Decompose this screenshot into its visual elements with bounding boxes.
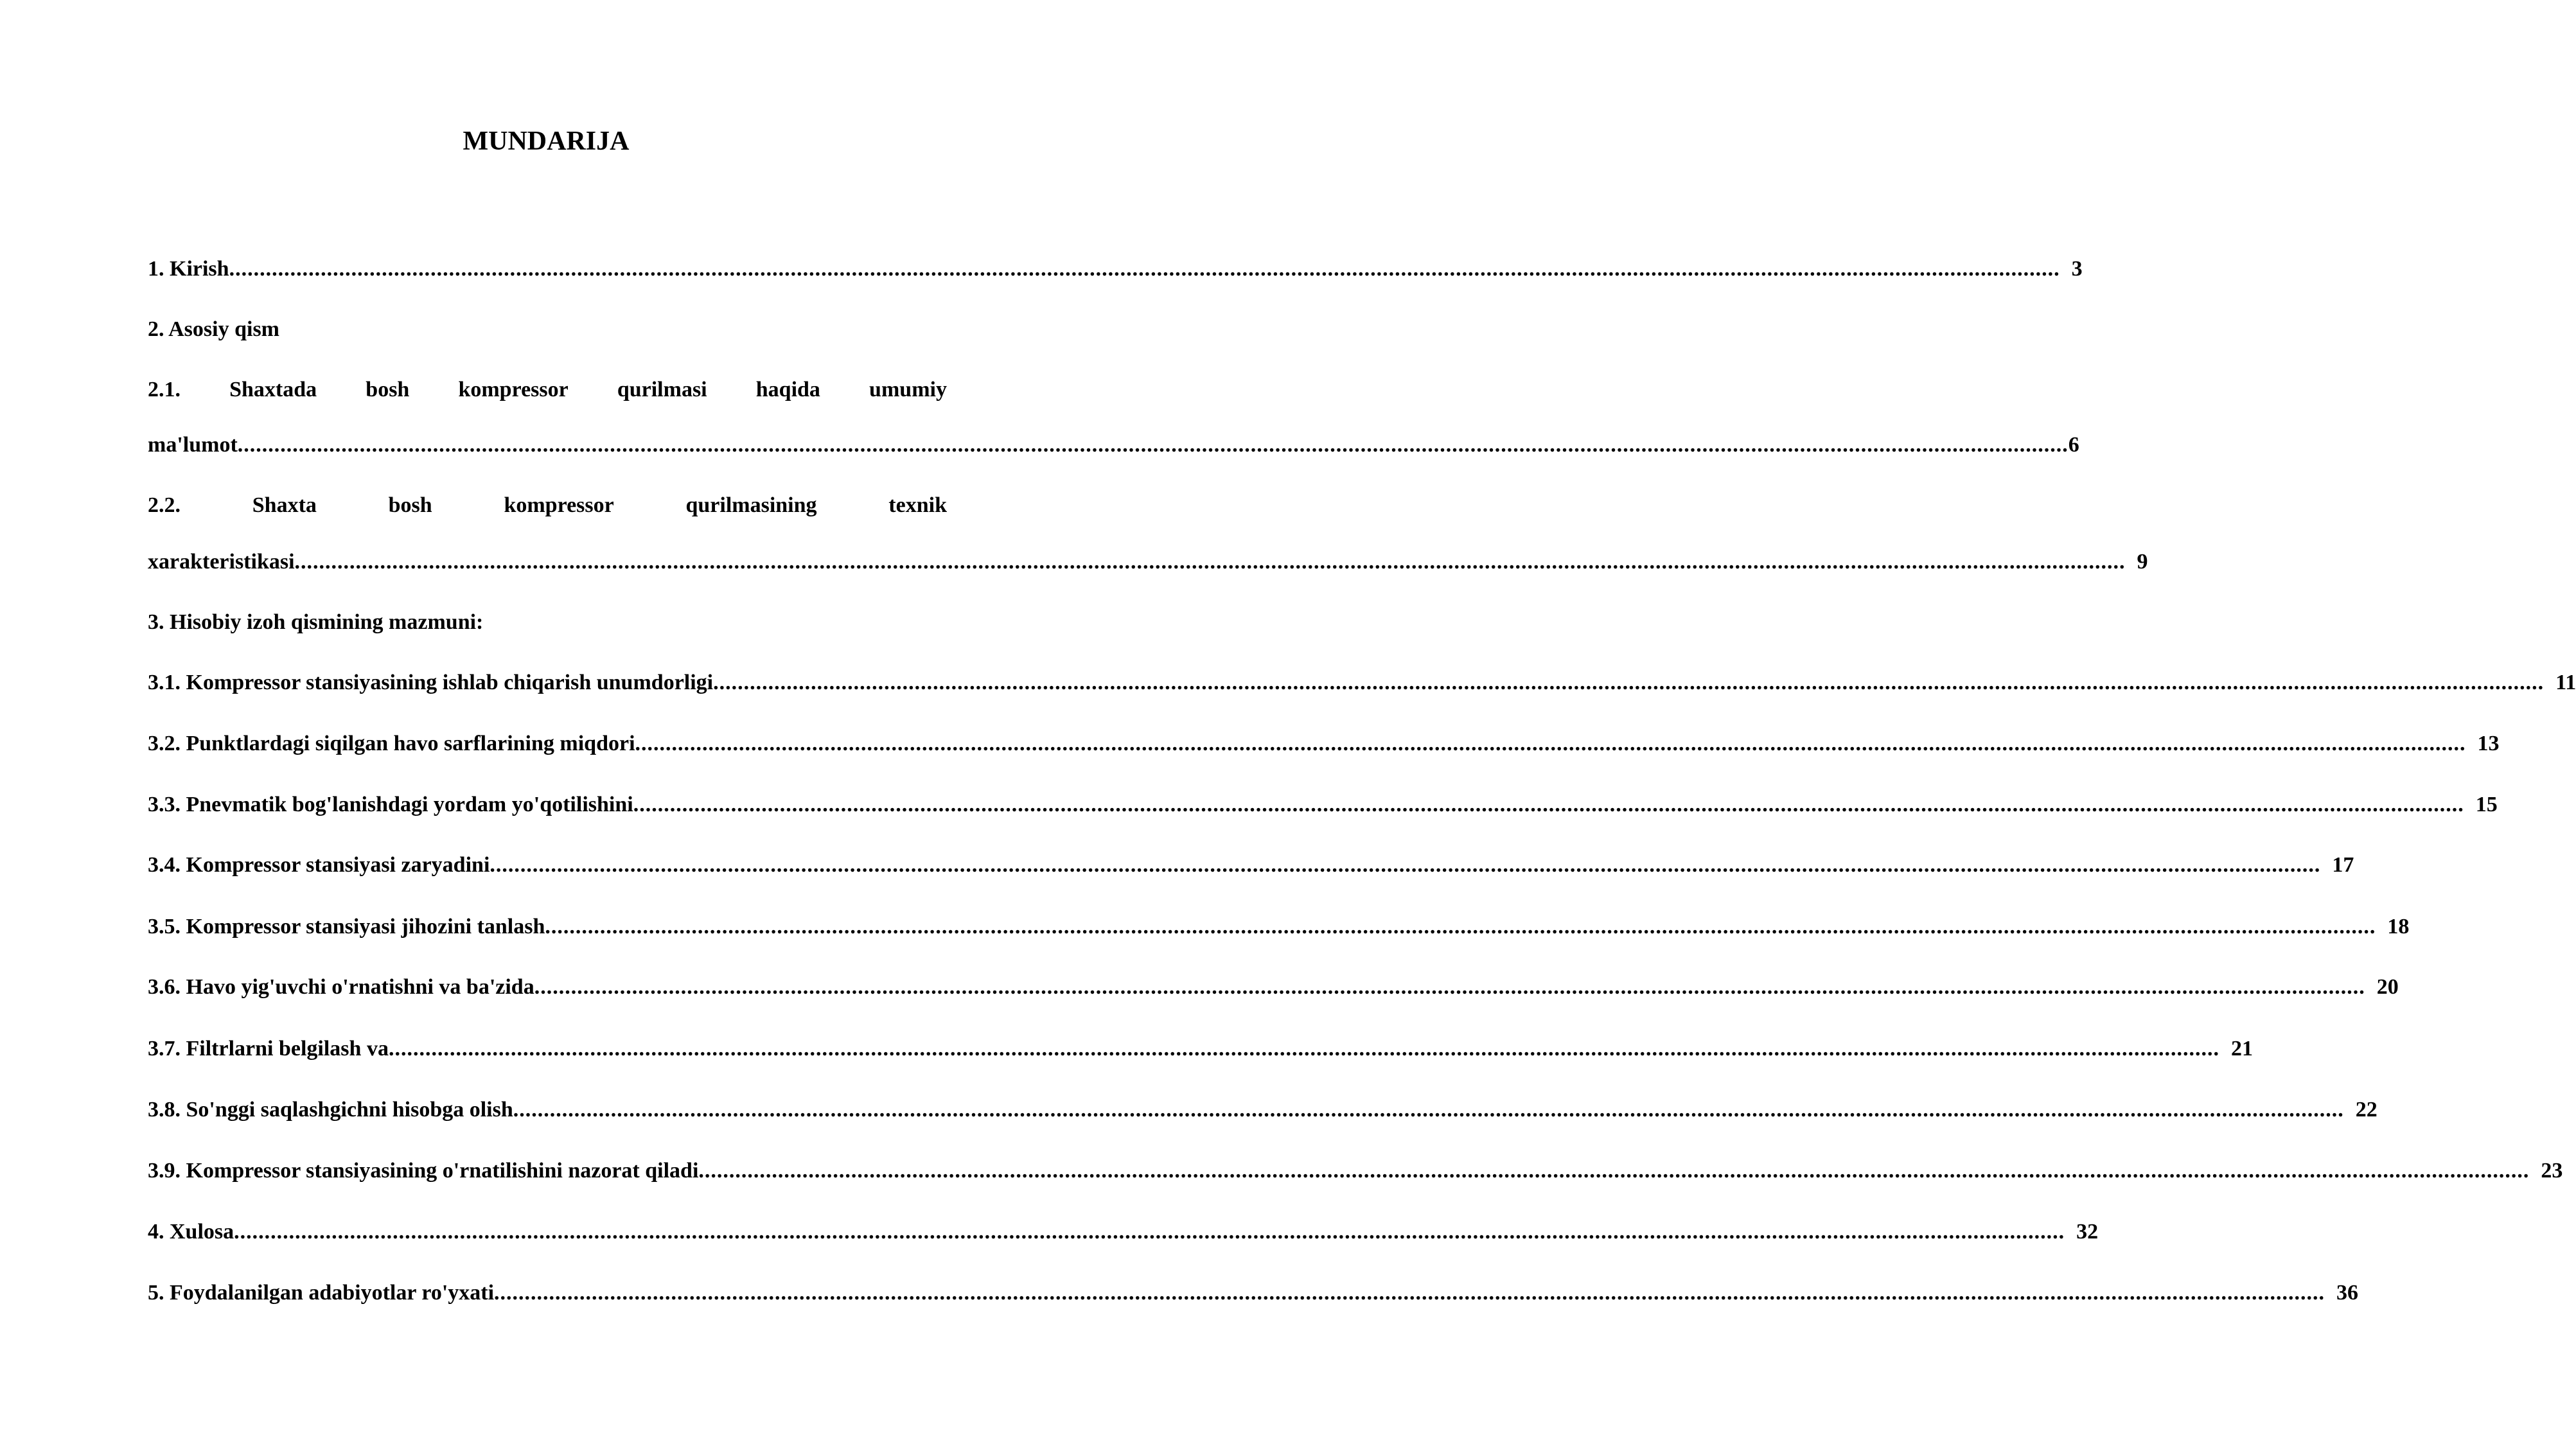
- dot-leader: ............................................................................................................................................................................................................................................................................................................: [229, 257, 2060, 281]
- toc-entry-label: 3.7. Filtrlarni belgilash va: [148, 1037, 389, 1061]
- toc-page-number: 36: [2336, 1281, 2359, 1305]
- page-title: MUNDARIJA: [463, 127, 630, 156]
- toc-page-number: 13: [2477, 732, 2500, 755]
- toc-entry-label: 3.8. So'nggi saqlashgichni hisobga olish: [148, 1098, 513, 1122]
- toc-word: qurilmasining: [685, 493, 817, 517]
- toc-word: 2.2.: [148, 493, 181, 517]
- dot-leader: ............................................................................................................................................................................................................................................................................................................: [633, 793, 2464, 816]
- toc-page-number: 20: [2376, 975, 2399, 999]
- toc-entry-2-2-line1: [148, 489, 947, 522]
- toc-page-number: 9: [2137, 550, 2148, 574]
- toc-entry-label: 2. Asosiy qism: [148, 317, 279, 341]
- toc-entry-3-4: [148, 849, 2354, 881]
- toc-word: qurilmasi: [617, 378, 707, 401]
- dot-leader: ............................................................................................................................................................................................................................................................................................................: [698, 1159, 2530, 1183]
- toc-page-number: 15: [2475, 793, 2498, 816]
- toc-page-number: 32: [2076, 1220, 2099, 1244]
- toc-entry-3-5: [148, 911, 2410, 943]
- toc-page-number: 23: [2541, 1159, 2563, 1183]
- toc-entry-3-6: [148, 971, 2399, 1003]
- toc-entry-label: 3.1. Kompressor stansiyasining ishlab chiqarish unumdorligi: [148, 671, 714, 694]
- toc-entry-kirish: [148, 253, 2083, 285]
- toc-entry-label: 3.3. Pnevmatik bog'lanishdagi yordam yo'qotilishini: [148, 793, 633, 816]
- toc-word: bosh: [366, 378, 410, 401]
- toc-entry-3-3: [148, 789, 2498, 821]
- toc-word: Shaxtada: [229, 378, 317, 401]
- toc-word: bosh: [388, 493, 432, 517]
- toc-entry-3-9: [148, 1155, 2563, 1187]
- toc-entry-label: 3.2. Punktlardagi siqilgan havo sarflarining miqdori: [148, 732, 635, 755]
- toc-entry-3-2: [148, 728, 2500, 760]
- toc-page-number: 6: [2068, 433, 2079, 457]
- toc-entry-2-2-line2: [148, 546, 2148, 578]
- toc-page-number: 17: [2332, 853, 2354, 877]
- dot-leader: ............................................................................................................................................................................................................................................................................................................: [388, 1037, 2219, 1061]
- dot-leader: ............................................................................................................................................................................................................................................................................................................: [534, 975, 2365, 999]
- toc-entry-xulosa: [148, 1216, 2099, 1248]
- toc-entry-hisobiy: [148, 606, 483, 638]
- toc-entry-3-1: [148, 667, 2576, 699]
- toc-entry-label: 5. Foydalanilgan adabiyotlar ro'yxati: [148, 1281, 495, 1305]
- toc-word: haqida: [755, 378, 820, 401]
- dot-leader: ............................................................................................................................................................................................................................................................................................................: [513, 1098, 2344, 1122]
- toc-page-number: 22: [2355, 1098, 2378, 1122]
- toc-word: texnik: [888, 493, 947, 517]
- toc-entry-label: 3.4. Kompressor stansiyasi zaryadini: [148, 853, 490, 877]
- toc-word: Shaxta: [252, 493, 317, 517]
- toc-word: umumiy: [869, 378, 947, 401]
- toc-word: 2.1.: [148, 378, 181, 401]
- toc-entry-2-1-line2: [148, 429, 2079, 461]
- toc-page-number: 21: [2230, 1037, 2253, 1061]
- toc-entry-3-7: [148, 1033, 2253, 1065]
- toc-entry-label: 1. Kirish: [148, 257, 229, 281]
- toc-entry-3-8: [148, 1094, 2378, 1126]
- dot-leader: ............................................................................................................................................................................................................................................................................................................: [490, 853, 2321, 877]
- dot-leader: ............................................................................................................................................................................................................................................................................................................: [545, 915, 2376, 938]
- toc-entry-asosiy: [148, 313, 279, 346]
- toc-entry-label: 3.5. Kompressor stansiyasi jihozini tanlash: [148, 915, 545, 938]
- toc-entry-label: 4. Xulosa: [148, 1220, 234, 1244]
- dot-leader: ............................................................................................................................................................................................................................................................................................................: [237, 433, 2069, 457]
- toc-entry-label: 3. Hisobiy izoh qismining mazmuni:: [148, 610, 484, 634]
- dot-leader: ............................................................................................................................................................................................................................................................................................................: [294, 550, 2126, 574]
- toc-entry-label: xarakteristikasi: [148, 550, 295, 574]
- toc-entry-label: 3.9. Kompressor stansiyasining o'rnatilishini nazorat qiladi: [148, 1159, 699, 1183]
- toc-page-number: 3: [2071, 257, 2083, 281]
- dot-leader: ............................................................................................................................................................................................................................................................................................................: [494, 1281, 2325, 1305]
- toc-entry-label: ma'lumot: [148, 433, 238, 457]
- toc-word: kompressor: [504, 493, 614, 517]
- toc-entry-2-1-line1: [148, 374, 947, 406]
- dot-leader: ............................................................................................................................................................................................................................................................................................................: [635, 732, 2466, 755]
- toc-entry-adabiyotlar: [148, 1277, 2359, 1309]
- dot-leader: ............................................................................................................................................................................................................................................................................................................: [234, 1220, 2065, 1244]
- toc-page-number: 18: [2387, 915, 2410, 938]
- toc-page-number: 11: [2555, 671, 2576, 694]
- toc-entry-label: 3.6. Havo yig'uvchi o'rnatishni va ba'zida: [148, 975, 534, 999]
- dot-leader: ............................................................................................................................................................................................................................................................................................................: [713, 671, 2545, 694]
- toc-word: kompressor: [458, 378, 569, 401]
